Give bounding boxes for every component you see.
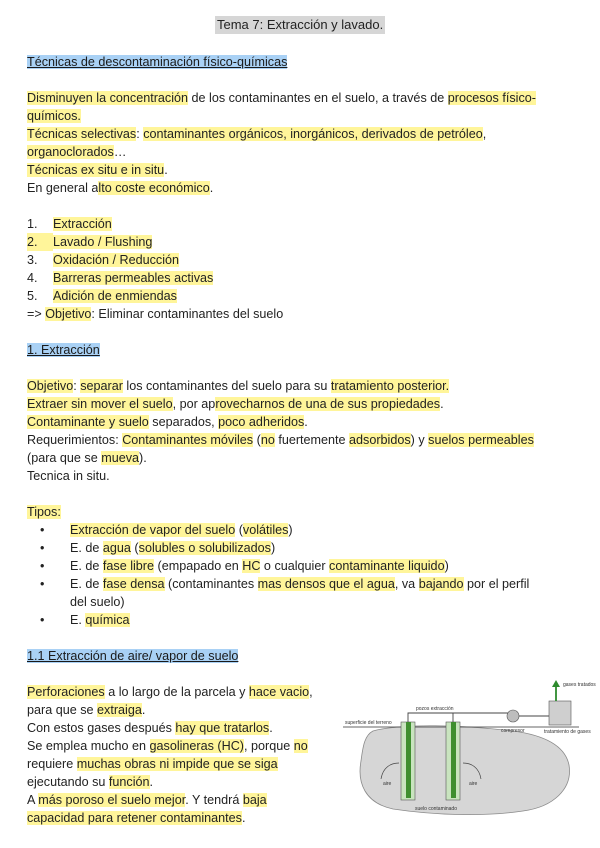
list-item: • E. de fase densa (contaminantes mas densos que el agua, va bajando por el perfil xyxy=(40,577,530,591)
list-item: • Extracción de vapor del suelo (volátiles) xyxy=(40,523,293,537)
paragraph-line: Requerimientos: Contaminantes móviles (no fuertemente adsorbidos) y suelos permeables xyxy=(27,433,534,447)
paragraph-line: Se emplea mucho en gasolineras (HC), porque no xyxy=(27,739,308,753)
list-item: 2. Lavado / Flushing xyxy=(27,235,153,249)
paragraph-line: (para que se mueva). xyxy=(27,451,147,465)
well-pipe-right xyxy=(451,722,456,798)
paragraph-line: químicos. xyxy=(27,109,81,123)
list-item: 1. Extracción xyxy=(27,217,112,231)
contaminated-soil-area xyxy=(360,726,569,815)
paragraph-line: capacidad para retener contaminantes. xyxy=(27,811,246,825)
paragraph-line: En general alto coste económico. xyxy=(27,181,214,195)
section-heading-extraccion-aire: 1.1 Extracción de aire/ vapor de suelo xyxy=(27,649,239,663)
tipos-label: Tipos: xyxy=(27,505,61,519)
list-item: 3. Oxidación / Reducción xyxy=(27,253,180,267)
soil-vapor-extraction-diagram xyxy=(343,679,596,819)
paragraph-line: Perforaciones a lo largo de la parcela y hace vacio, xyxy=(27,685,313,699)
paragraph-line: Con estos gases después hay que tratarlos. xyxy=(27,721,273,735)
list-item-continuation: del suelo) xyxy=(70,595,125,609)
compressor xyxy=(507,710,519,722)
paragraph-line: para que se extraiga. xyxy=(27,703,146,717)
list-item: • E. de agua (solubles o solubilizados) xyxy=(40,541,276,555)
paragraph-line: Extraer sin mover el suelo, por aprovecharnos de una de sus propiedades. xyxy=(27,397,444,411)
label-compresor: compresor xyxy=(501,728,525,734)
paragraph-line: requiere muchas obras ni impide que se siga xyxy=(27,757,278,771)
label-tratamiento: tratamiento de gases xyxy=(544,729,591,735)
label-pozos-extraccion: pozos extracción xyxy=(416,706,454,712)
paragraph-line: organoclorados… xyxy=(27,145,127,159)
label-superficie: superficie del terreno xyxy=(345,720,392,726)
list-item: 5. Adición de enmiendas xyxy=(27,289,177,303)
gas-treatment-unit xyxy=(549,701,571,725)
paragraph-line: Técnicas ex situ e in situ. xyxy=(27,163,168,177)
label-suelo-contaminado: suelo contaminado xyxy=(415,806,457,812)
well-pipe-left xyxy=(406,722,411,798)
paragraph-line: Disminuyen la concentración de los contaminantes en el suelo, a través de procesos físico- xyxy=(27,91,536,105)
paragraph-line: Tecnica in situ. xyxy=(27,469,110,483)
label-aire-right: aire xyxy=(469,781,478,787)
section-heading-extraccion: 1. Extracción xyxy=(27,343,100,357)
list-item: • E. de fase libre (empapado en HC o cualquier contaminante liquido) xyxy=(40,559,449,573)
paragraph-line: Objetivo: separar los contaminantes del suelo para su tratamiento posterior. xyxy=(27,379,450,393)
paragraph-line: Contaminante y suelo separados, poco adheridos. xyxy=(27,415,308,429)
paragraph-line: Técnicas selectivas: contaminantes orgánicos, inorgánicos, derivados de petróleo, xyxy=(27,127,487,141)
label-gases-tratados: gases tratados xyxy=(563,682,596,688)
paragraph-line: A más poroso el suelo mejor. Y tendrá baja xyxy=(27,793,267,807)
label-aire-left: aire xyxy=(383,781,392,787)
list-item: 4. Barreras permeables activas xyxy=(27,271,214,285)
objective-line: => Objetivo: Eliminar contaminantes del suelo xyxy=(27,307,284,321)
paragraph-line: ejecutando su función. xyxy=(27,775,154,789)
section-heading-tecnicas: Técnicas de descontaminación físico-químicas xyxy=(27,55,288,69)
page-title: Tema 7: Extracción y lavado. xyxy=(217,17,384,32)
list-item: • E. química xyxy=(40,613,130,627)
